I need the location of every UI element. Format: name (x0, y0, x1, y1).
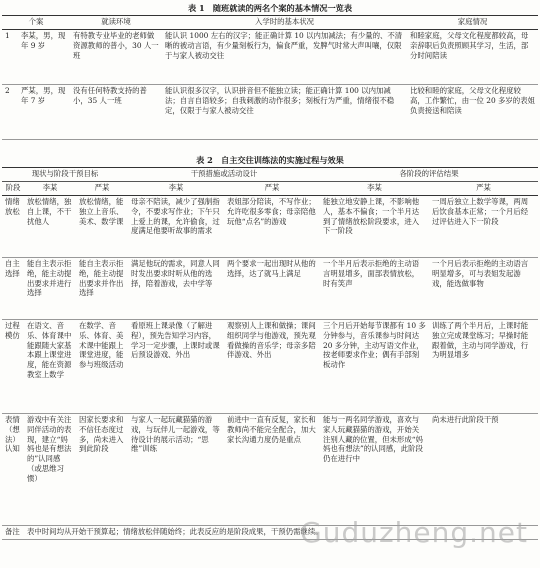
table-row (2, 30, 538, 85)
table1-header-row (2, 16, 538, 30)
goal-yan-cell: 放松情绪，能独立上音乐、美术、数学课 (76, 196, 128, 258)
table-row (2, 196, 538, 258)
goal-yan-cell: 因家长要求和不信任态度过多，尚未进入到此阶段 (76, 414, 128, 526)
note-label: 备注 (2, 526, 24, 540)
table2-group-results: 各阶段的评估结果 (320, 168, 538, 182)
table2-header-li-goal: 李某 (24, 182, 76, 196)
case-family: 比较和睦的家庭，父母文化程度较高，工作繁忙，由一位 20 多岁的表姐负责接送和陪读 (407, 85, 538, 140)
case-status: 能认识 1000 左右的汉字；能正确计算 10 以内加减法；有少量的、不清晰的被动言语，有少量刻板行为，偏食严重，发脾气时常大声叫嚷，仅限于与家人被动交往 (162, 30, 407, 85)
measure-yan-cell: 两个要求一起出现时从他的选择，达了就马上满足 (224, 258, 320, 320)
table-row (2, 258, 538, 320)
case-name: 严某，男，现年 7 岁 (18, 85, 70, 140)
table2 (2, 167, 538, 540)
result-li-cell: 能独立地安静上课，不影响他人，基本不偏食；一个半月达到了情绪放松阶段要求，进入下一阶段 (320, 196, 429, 258)
table-row (2, 320, 538, 414)
table-row (2, 85, 538, 140)
case-environment: 有特教专业毕业的老师做资源教师的普小，30 人一班 (70, 30, 162, 85)
table1-header-status: 入学时的基本状况 (162, 16, 407, 30)
table2-header-li-measure: 李某 (128, 182, 224, 196)
table1-header-family: 家庭情况 (407, 16, 538, 30)
measure-li-cell: 母亲不陪读，减少了强制指令，不要求写作业；下午只上爱上的课，允许偷食，过度满足他要听故事的需求 (128, 196, 224, 258)
measure-li-cell: 看原班上课录像（了解进程），预先告知学习内容，学习一定步骤，上课时或课后预设游戏、外出 (128, 320, 224, 414)
table2-header-yan-measure: 严某 (224, 182, 320, 196)
table2-group-current: 现状与阶段干预目标 (2, 168, 128, 182)
case-family: 和睦家庭，父母文化程度都较高，母亲辞职后负责照顾其学习，生活，部分时间陪读 (407, 30, 538, 85)
case-status: 能认识很多汉字，认识拼音但不能独立读；能正确计算 100 以内加减法；自言自语较多；自我刺激的动作很多；刻板行为严重，情绪很不稳定，仅限于与家人被动交往 (162, 85, 407, 140)
table2-group-header-row (2, 168, 538, 182)
result-yan-cell: 尚未进行此阶段干预 (429, 414, 538, 526)
result-li-cell: 三个月后开始每节课都有 10 多分钟参与，音乐课参与时间达 20 多分钟，主动写语文作业，按老师要求作业；偶有手部刻板动作 (320, 320, 429, 414)
goal-yan-cell: 在数学、音乐、体育、美术课中能跟上课堂进度，能参与班级活动 (76, 320, 128, 414)
table2-header-li-result: 李某 (320, 182, 429, 196)
table2-header-yan-goal: 严某 (76, 182, 128, 196)
result-yan-cell: 一个月后表示拒绝的主动语言明显增多，可与表姐发起游戏，能选做事物 (429, 258, 538, 320)
stage-cell: 情绪放松 (2, 196, 24, 258)
goal-li-cell: 游戏中有关注同伴活动的表现，建立“妈妈也是有想法的”认同感（或思维习惯） (24, 414, 76, 526)
table1-header-case: 个案 (2, 16, 70, 30)
measure-yan-cell: 观察别人上课和做操；课间组织同学与他游戏，预先观看做操的音乐学；母亲多陪伴游戏、外出 (224, 320, 320, 414)
measure-li-cell: 满足他玩的需求，同意人同时发出要求时听从他的选择，陪着游戏，去中学等 (128, 258, 224, 320)
goal-li-cell: 放松情绪，独自上课，不干扰他人 (24, 196, 76, 258)
table-row (2, 526, 538, 540)
table1-header-env: 就读环境 (70, 16, 162, 30)
table1-caption: 表 1 随班就读的两名个案的基本情况一览表 (187, 3, 353, 13)
stage-cell: 过程模仿 (2, 320, 24, 414)
case-name: 李某，男，现年 9 岁 (18, 30, 70, 85)
goal-yan-cell: 能自主表示拒绝，能主动提出要求并作出选择 (76, 258, 128, 320)
goal-li-cell: 能自主表示拒绝，能主动提出要求并进行选择 (24, 258, 76, 320)
table2-sub-header-row (2, 182, 538, 196)
stage-cell: 表情（想法）认知 (2, 414, 24, 526)
table2-caption: 表 2 自主交往训练法的实施过程与效果 (196, 155, 344, 165)
goal-li-cell: 在语文、音乐、体育课中能跟随大家基本跟上课堂进度，能在资源教室上数学 (24, 320, 76, 414)
table2-header-yan-result: 严某 (429, 182, 538, 196)
table2-header-stage: 阶段 (2, 182, 24, 196)
site-watermark: Guduzheng.net (300, 516, 529, 549)
case-environment: 没有任何特教支持的普小，35 人一班 (70, 85, 162, 140)
measure-li-cell: 与家人一起玩藏猫猫的游戏，与玩伴儿一起游戏，等待设计的展示活动；“思维”训练 (128, 414, 224, 526)
stage-cell: 自主选择 (2, 258, 24, 320)
table-row (2, 414, 538, 526)
case-number: 1 (2, 30, 18, 85)
result-yan-cell: 训练了两个半月后，上课时能独立完成课堂练习；早操时能跟着做，主动与同学游戏，行为明显增多 (429, 320, 538, 414)
result-li-cell: 一个半月后表示拒绝的主动语言明显增多，面部表情放松，时有笑声 (320, 258, 429, 320)
table2-group-measures: 干预措施或活动设计 (128, 168, 320, 182)
result-li-cell: 能与一两名同学游戏，喜欢与家人玩藏猫猫的游戏，开始关注别人藏的位置，但未形成“妈妈也有想法”的认同感，此阶段仍在进行中 (320, 414, 429, 526)
table1 (2, 15, 538, 140)
measure-yan-cell: 前进中一直有反复，家长和教师尚不能完全配合，加大家长沟通力度仍是重点 (224, 414, 320, 526)
result-yan-cell: 一周后独立上数学等课，两周后饮食基本正常；一个月后经过评估进入下一阶段 (429, 196, 538, 258)
case-number: 2 (2, 85, 18, 140)
measure-yan-cell: 表姐部分陪读，不写作业；允许吃很多零食；母亲陪他玩他“点名”的游戏 (224, 196, 320, 258)
note-text: 表中时间均从开始干预算起；情绪放松伴随始终；此表反应的是阶段成果，干预仍需继续。 (24, 526, 538, 540)
